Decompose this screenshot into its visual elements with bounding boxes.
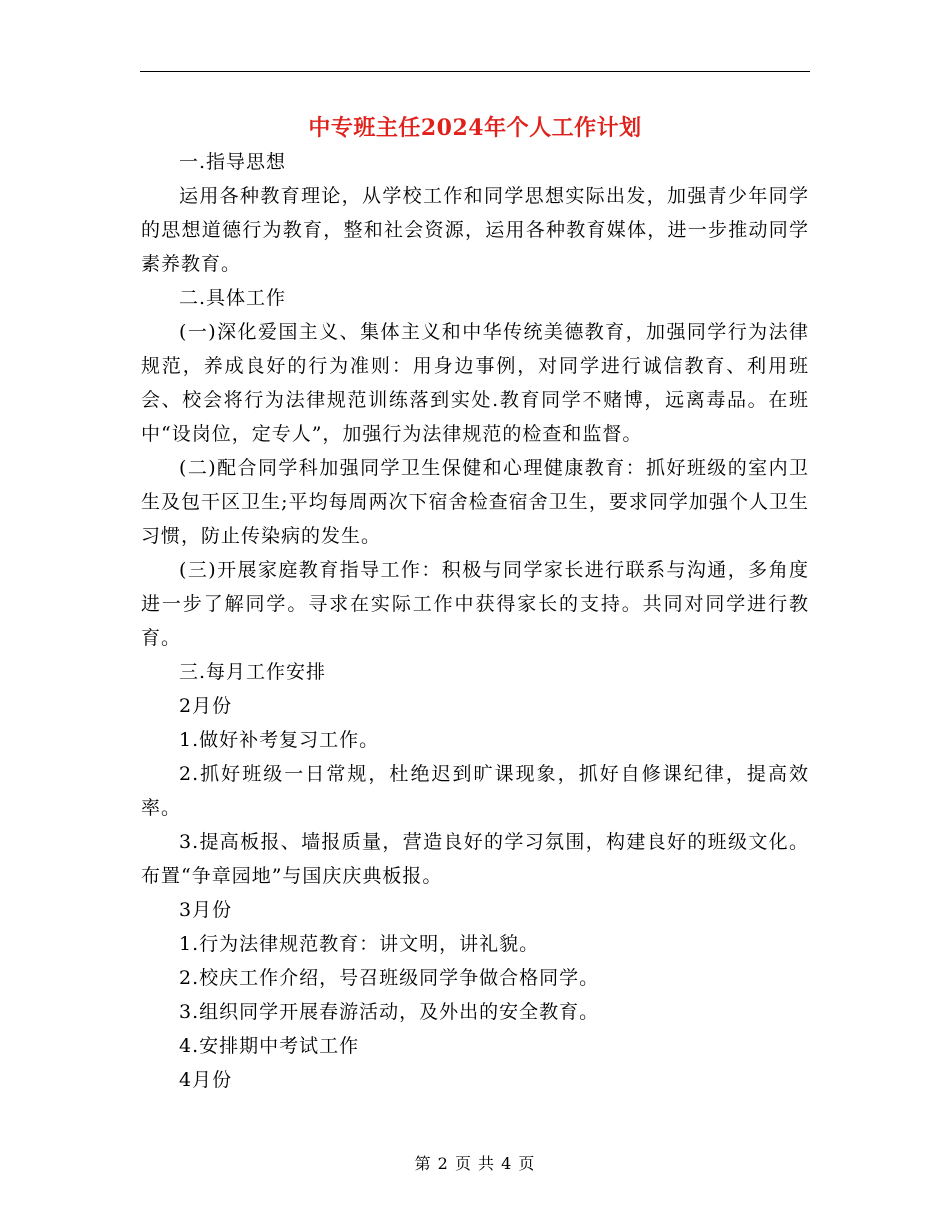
list-item: 2.抓好班级一日常规，杜绝迟到旷课现象，抓好自修课纪律，提高效率。: [141, 763, 809, 819]
page-footer: 第 2 页 共 4 页: [414, 1154, 536, 1173]
header-rule: [140, 71, 810, 72]
paragraph: 运用各种教育理论，从学校工作和同学思想实际出发，加强青少年同学的思想道德行为教育，整和社会资源，运用各种教育媒体，进一步推动同学素养教育。: [141, 185, 809, 275]
paragraph: (二)配合同学科加强同学卫生保健和心理健康教育：抓好班级的室内卫生及包干区卫生;平均每周两次下宿舍检查宿舍卫生，要求同学加强个人卫生习惯，防止传染病的发生。: [141, 457, 809, 547]
section-heading-2: 二.具体工作: [179, 287, 287, 309]
list-item: 1.做好补考复习工作。: [179, 729, 380, 751]
section-heading-1: 一.指导思想: [179, 151, 287, 173]
list-item: 1.行为法律规范教育：讲文明，讲礼貌。: [179, 933, 540, 955]
list-item: 2.校庆工作介绍，号召班级同学争做合格同学。: [179, 967, 600, 989]
section-heading-3: 三.每月工作安排: [179, 661, 327, 683]
list-item: 4.安排期中考试工作: [179, 1035, 360, 1057]
paragraph: (一)深化爱国主义、集体主义和中华传统美德教育，加强同学行为法律规范，养成良好的行为准则：用身边事例，对同学进行诚信教育、利用班会、校会将行为法律规范训练落到实处.教育同学不赌博，远离毒品。在班中“设岗位，定专人”，加强行为法律规范的检查和监督。: [141, 321, 809, 445]
document-body: [141, 145, 809, 1097]
list-item: 3.提高板报、墙报质量，营造良好的学习氛围，构建良好的班级文化。布置“争章园地”与国庆庆典板报。: [141, 831, 809, 887]
paragraph: (三)开展家庭教育指导工作：积极与同学家长进行联系与沟通，多角度进一步了解同学。寻求在实际工作中获得家长的支持。共同对同学进行教育。: [141, 559, 809, 649]
list-item: 3.组织同学开展春游活动，及外出的安全教育。: [179, 1001, 600, 1023]
month-heading: 3月份: [179, 899, 233, 921]
month-heading: 4月份: [179, 1069, 233, 1091]
document-title: 中专班主任2024年个人工作计划: [308, 115, 642, 141]
month-heading: 2月份: [179, 695, 233, 717]
